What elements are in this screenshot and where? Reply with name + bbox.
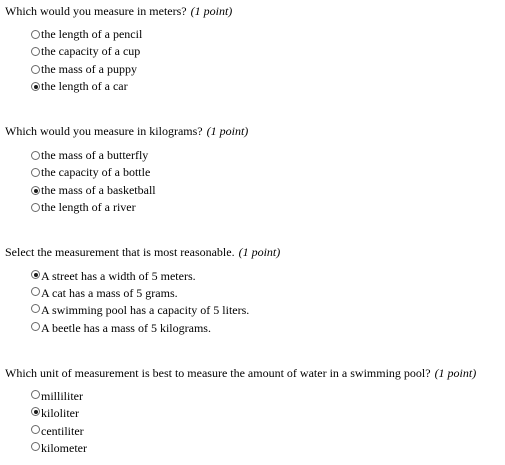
option-label: A cat has a mass of 5 grams. xyxy=(41,286,178,300)
radio-button[interactable] xyxy=(31,151,40,160)
radio-button[interactable] xyxy=(31,322,40,331)
points-label: (1 point) xyxy=(206,124,249,138)
question-text xyxy=(5,4,500,18)
option-street[interactable] xyxy=(31,268,196,285)
radio-button[interactable] xyxy=(31,30,40,39)
option-butterfly[interactable] xyxy=(31,147,148,164)
option-label: A swimming pool has a capacity of 5 liters. xyxy=(41,303,250,317)
radio-button-selected[interactable] xyxy=(31,186,40,195)
radio-button[interactable] xyxy=(31,65,40,74)
radio-button[interactable] xyxy=(31,390,40,399)
option-cup[interactable] xyxy=(31,43,140,60)
question-text xyxy=(5,245,500,259)
option-label: the capacity of a bottle xyxy=(41,165,151,179)
question-4 xyxy=(5,366,500,380)
option-kilometer[interactable] xyxy=(31,440,87,457)
points-label: (1 point) xyxy=(190,4,233,18)
option-label: centiliter xyxy=(41,424,84,438)
radio-button-selected[interactable] xyxy=(31,270,40,279)
option-label: milliliter xyxy=(41,389,83,403)
option-car[interactable] xyxy=(31,78,128,95)
question-2 xyxy=(5,124,500,138)
radio-button[interactable] xyxy=(31,47,40,56)
option-beetle[interactable] xyxy=(31,320,211,337)
question-prompt: Which would you measure in kilograms? xyxy=(5,124,203,138)
option-milliliter[interactable] xyxy=(31,388,83,405)
option-kiloliter[interactable] xyxy=(31,405,79,422)
question-1 xyxy=(5,4,500,18)
option-label: A beetle has a mass of 5 kilograms. xyxy=(41,321,211,335)
points-label: (1 point) xyxy=(434,366,477,380)
question-3 xyxy=(5,245,500,259)
question-prompt: Select the measurement that is most reasonable. xyxy=(5,245,235,259)
option-label: the length of a pencil xyxy=(41,27,143,41)
radio-button[interactable] xyxy=(31,203,40,212)
radio-button[interactable] xyxy=(31,304,40,313)
option-label: A street has a width of 5 meters. xyxy=(41,269,196,283)
option-label: kiloliter xyxy=(41,406,79,420)
radio-button-selected[interactable] xyxy=(31,82,40,91)
radio-button[interactable] xyxy=(31,425,40,434)
option-centiliter[interactable] xyxy=(31,423,84,440)
option-basketball[interactable] xyxy=(31,182,156,199)
option-bottle[interactable] xyxy=(31,164,150,181)
option-label: the length of a river xyxy=(41,200,136,214)
option-label: the mass of a basketball xyxy=(41,183,156,197)
question-prompt: Which would you measure in meters? xyxy=(5,4,187,18)
radio-button[interactable] xyxy=(31,442,40,451)
question-prompt: Which unit of measurement is best to measure the amount of water in a swimming pool? xyxy=(5,366,431,380)
option-river[interactable] xyxy=(31,199,136,216)
radio-button[interactable] xyxy=(31,287,40,296)
option-pencil[interactable] xyxy=(31,26,142,43)
points-label: (1 point) xyxy=(238,245,281,259)
option-cat[interactable] xyxy=(31,285,178,302)
option-label: the capacity of a cup xyxy=(41,44,141,58)
option-label: the mass of a puppy xyxy=(41,62,137,76)
option-label: the mass of a butterfly xyxy=(41,148,149,162)
question-text xyxy=(5,124,500,138)
option-puppy[interactable] xyxy=(31,61,137,78)
radio-button-selected[interactable] xyxy=(31,407,40,416)
question-text xyxy=(5,366,500,380)
option-label: the length of a car xyxy=(41,79,128,93)
option-swimming-pool[interactable] xyxy=(31,302,249,319)
option-label: kilometer xyxy=(41,441,87,455)
radio-button[interactable] xyxy=(31,168,40,177)
